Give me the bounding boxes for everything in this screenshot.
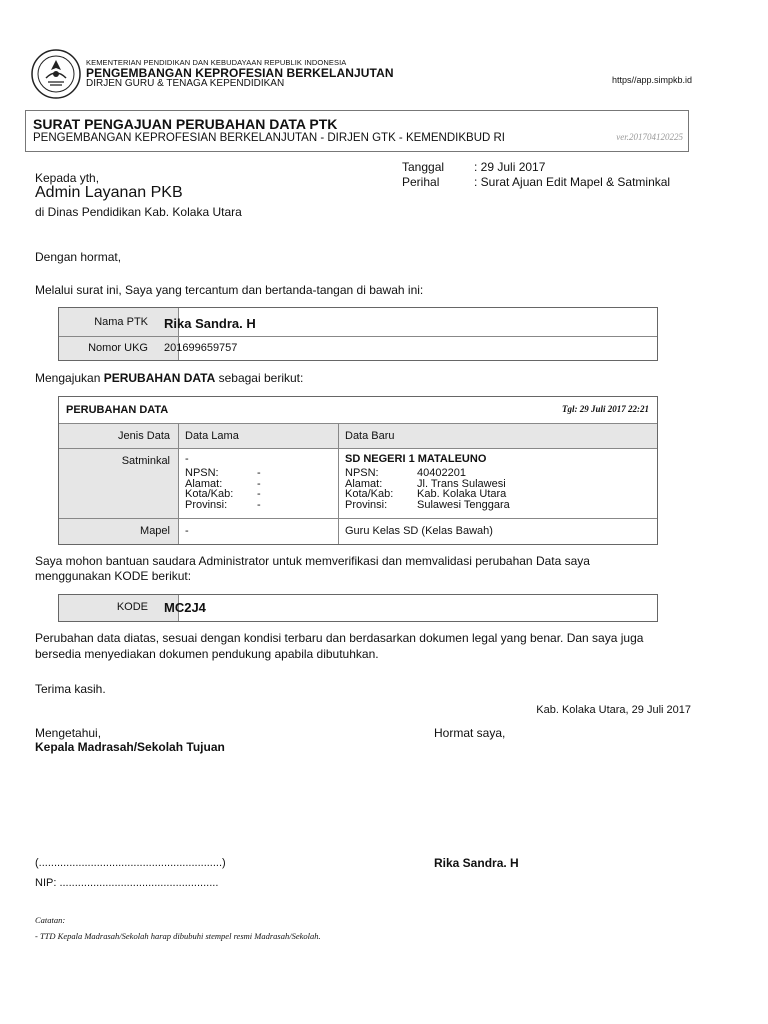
change-table — [58, 396, 658, 545]
old-npsn-label: NPSN: — [185, 467, 219, 479]
date-value: : 29 Juli 2017 — [474, 160, 546, 174]
document-subtitle: PENGEMBANGAN KEPROFESIAN BERKELANJUTAN - DIRJEN GTK - KEMENDIKBUD RI — [33, 132, 505, 144]
col-old-header: Data Lama — [185, 430, 239, 442]
header-url: https//app.simpkb.id — [611, 75, 692, 85]
request-suffix: sebagai berikut: — [215, 371, 304, 385]
code-label: KODE — [116, 601, 148, 613]
new-npsn-label: NPSN: — [345, 467, 379, 479]
mapel-old: - — [185, 525, 189, 537]
left-signature-title: Kepala Madrasah/Sekolah Tujuan — [35, 740, 225, 754]
header-directorate: DIRJEN GURU & TENAGA KEPENDIDIKAN — [86, 78, 285, 89]
code-table — [58, 594, 658, 622]
header-program: PENGEMBANGAN KEPROFESIAN BERKELANJUTAN — [86, 66, 394, 80]
name-label: Nama PTK — [94, 316, 148, 328]
new-alamat-label: Alamat: — [345, 477, 383, 490]
satminkal-new-name: SD NEGERI 1 MATALEUNO — [345, 453, 487, 465]
document-title: SURAT PENGAJUAN PERUBAHAN DATA PTK — [33, 116, 338, 132]
left-signature-name-line: (............................................................) — [35, 857, 226, 869]
change-table-timestamp: Tgl: 29 Juli 2017 22:21 — [562, 404, 649, 414]
old-kota-value: - — [257, 488, 261, 500]
ministry-logo — [30, 48, 82, 100]
ukg-label: Nomor UKG — [88, 342, 148, 354]
new-provinsi-label: Provinsi: — [345, 498, 388, 511]
code-value: MC2J4 — [164, 600, 206, 615]
left-signature-heading: Mengetahui, — [35, 726, 102, 740]
recipient-greeting: Kepada yth, — [35, 171, 100, 185]
salutation: Dengan hormat, — [35, 250, 122, 264]
right-signature-name: Rika Sandra. H — [434, 856, 519, 870]
mapel-new: Guru Kelas SD (Kelas Bawah) — [345, 525, 493, 537]
closing-line-1: Perubahan data diatas, sesuai dengan kondisi terbaru dan berdasarkan dokumen legal yang benar. Dan saya juga — [35, 631, 644, 645]
satminkal-old-name: - — [185, 453, 189, 465]
identity-table — [58, 307, 658, 361]
left-signature-nip: NIP: .................................................... — [35, 877, 219, 889]
date-label: Tanggal — [402, 160, 445, 174]
old-npsn-value: - — [257, 467, 261, 479]
old-provinsi-value: - — [257, 498, 261, 511]
new-provinsi-value: Sulawesi Tenggara — [417, 498, 510, 511]
thanks-text: Terima kasih. — [35, 682, 106, 696]
help-line-2: menggunakan KODE berikut: — [35, 569, 192, 583]
request-prefix: Mengajukan — [35, 371, 104, 385]
name-value: Rika Sandra. H — [164, 316, 256, 331]
request-line — [35, 371, 303, 385]
new-npsn-value: 40402201 — [417, 467, 466, 479]
new-kota-value: Kab. Kolaka Utara — [417, 488, 507, 500]
change-table-heading: PERUBAHAN DATA — [66, 404, 169, 416]
subject-label: Perihal — [402, 175, 440, 189]
old-alamat-value: - — [257, 477, 261, 490]
new-kota-label: Kota/Kab: — [345, 488, 394, 500]
notes-item: - TTD Kepala Madrasah/Sekolah harap dibubuhi stempel resmi Madrasah/Sekolah. — [35, 931, 321, 941]
place-date: Kab. Kolaka Utara, 29 Juli 2017 — [536, 704, 691, 716]
subject-value: : Surat Ajuan Edit Mapel & Satminkal — [474, 175, 671, 189]
col-type-header: Jenis Data — [118, 430, 170, 442]
request-bold: PERUBAHAN DATA — [103, 371, 216, 385]
intro-text: Melalui surat ini, Saya yang tercantum dan bertanda-tangan di bawah ini: — [35, 283, 424, 297]
old-alamat-label: Alamat: — [185, 477, 223, 490]
mapel-label: Mapel — [140, 525, 170, 537]
satminkal-new-fields — [345, 468, 510, 510]
old-kota-label: Kota/Kab: — [185, 488, 234, 500]
title-box — [25, 110, 689, 152]
old-provinsi-label: Provinsi: — [185, 498, 228, 511]
recipient-name: Admin Layanan PKB — [35, 184, 183, 201]
closing-line-2: bersedia menyediakan dokumen pendukung apabila dibutuhkan. — [35, 647, 379, 661]
header-ministry: KEMENTERIAN PENDIDIKAN DAN KEBUDAYAAN REPUBLIK INDONESIA — [86, 58, 347, 67]
help-line-1: Saya mohon bantuan saudara Administrator untuk memverifikasi dan memvalidasi perubahan Data saya — [35, 554, 590, 568]
ukg-value: 201699659757 — [164, 342, 238, 354]
right-signature-heading: Hormat saya, — [434, 726, 506, 740]
version-label: ver.201704120225 — [616, 132, 683, 142]
recipient-location: di Dinas Pendidikan Kab. Kolaka Utara — [35, 205, 242, 219]
col-new-header: Data Baru — [345, 430, 395, 442]
new-alamat-value: Jl. Trans Sulawesi — [417, 477, 506, 490]
satminkal-label: Satminkal — [121, 455, 170, 467]
notes-heading: Catatan: — [35, 915, 66, 925]
satminkal-old-fields — [185, 468, 261, 510]
